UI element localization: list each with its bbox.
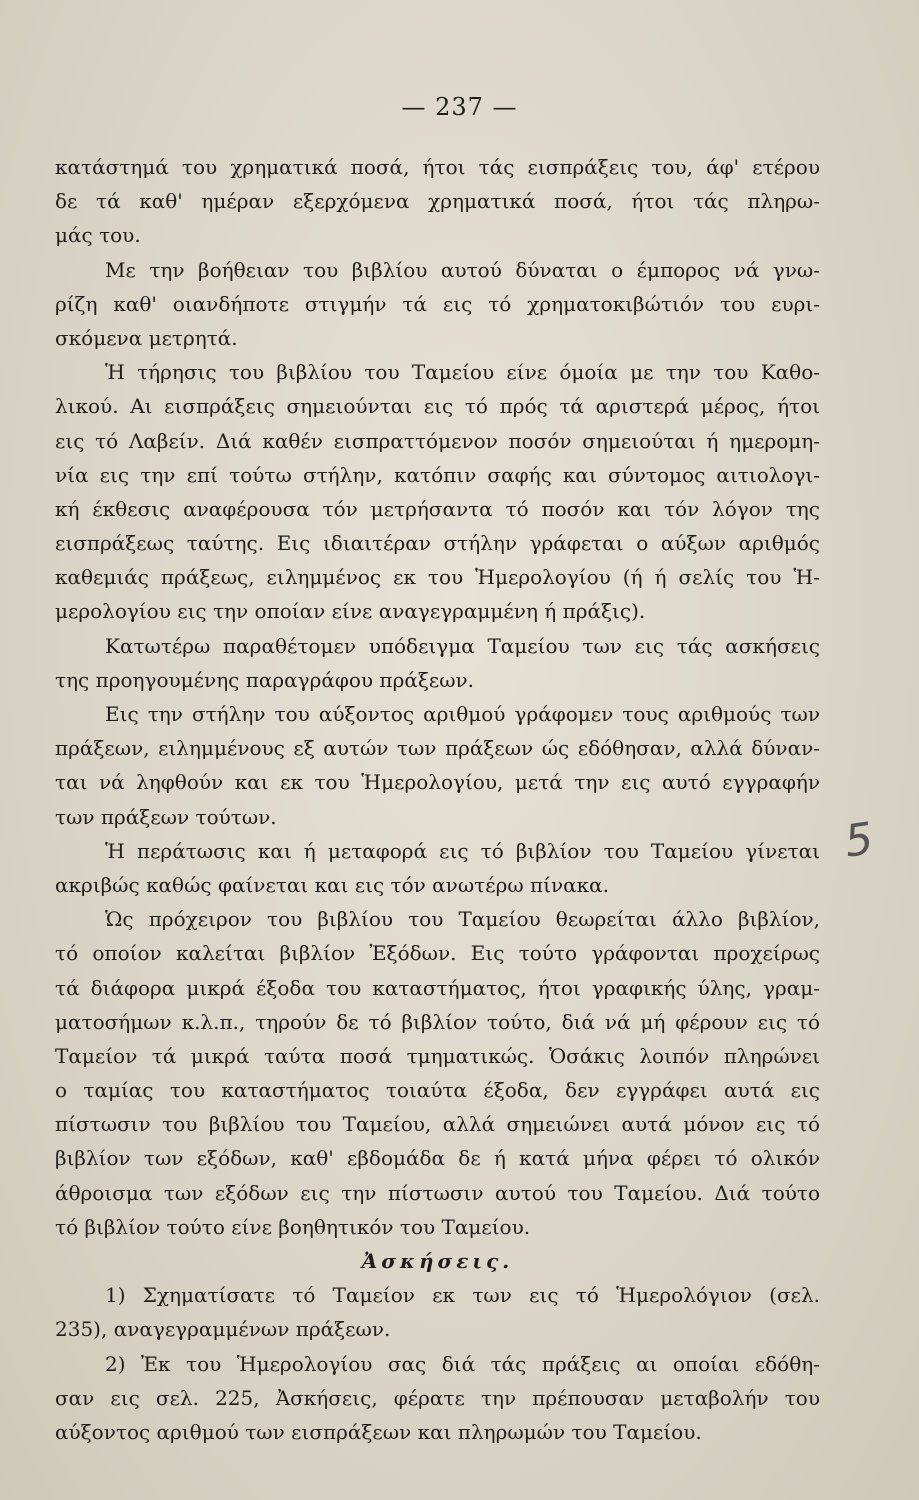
- text-line: Ἡ τήρησις του βιβλίου του Ταμείου είνε όμοία με την του Καθο-: [105, 360, 820, 385]
- text-line: σκόμενα μετρητά.: [55, 325, 238, 350]
- text-line: ματοσήμων κ.λ.π., τηρούν δε τό βιβλίον τούτο, διά νά μή φέρουν εις τό: [55, 1009, 820, 1034]
- text-line: τό βιβλίον τούτο είνε βοηθητικόν του Ταμείου.: [55, 1214, 531, 1239]
- text-line: ται νά ληφθούν και εκ του Ἡμερολογίου, μετά την εις αυτό εγγραφήν: [55, 770, 820, 795]
- text-line: 235), αναγεγραμμένων πράξεων.: [55, 1317, 391, 1342]
- text-line: άθροισμα των εξόδων εις την πίστωσιν αυτού του Ταμείου. Διά τούτο: [55, 1180, 820, 1205]
- text-line: τό οποίον καλείται βιβλίον Ἐξόδων. Εις τούτο γράφονται προχείρως: [55, 941, 820, 966]
- text-line: Κατωτέρω παραθέτομεν υπόδειγμα Ταμείου των εις τάς ασκήσεις: [105, 633, 820, 658]
- text-line: βιβλίον των εξόδων, καθ' εβδομάδα δε ή κατά μήνα φέρει τό ολικόν: [55, 1146, 820, 1171]
- text-line: εισπράξεως ταύτης. Εις ιδιαιτέραν στήλην γράφεται ο αύξων αριθμός: [55, 531, 820, 556]
- text-line: τά διάφορα μικρά έξοδα του καταστήματος, ήτοι γραφικής ύλης, γραμ-: [55, 975, 820, 1000]
- text-line: αύξοντος αριθμού των εισπράξεων και πληρωμών του Ταμείου.: [55, 1419, 702, 1444]
- text-line: ο ταμίας του καταστήματος τοιαύτα έξοδα, δεν εγγράφει αυτά εις: [55, 1078, 820, 1103]
- text-line: Εις την στήλην του αύξοντος αριθμού γράφομεν τους αριθμούς των: [105, 702, 820, 726]
- section-heading: Ἀσκήσεις.: [361, 1249, 514, 1273]
- text-line: νία εις την επί τούτω στήλην, κατόπιν σαφής και σύντομος αιτιολογι-: [55, 462, 820, 487]
- text-line: Ταμείον τά μικρά ταύτα ποσά τμηματικώς. Ὁσάκις λοιπόν πληρώνει: [55, 1043, 820, 1068]
- text-line: ρίζη καθ' οιανδήποτε στιγμήν τά εις τό χρηματοκιβώτιόν του ευρι-: [55, 291, 820, 316]
- body-text: [55, 150, 820, 1449]
- text-line: δε τά καθ' ημέραν εξερχόμενα χρηματικά ποσά, ήτοι τάς πληρω-: [55, 189, 820, 214]
- text-line: πράξεων, ειλημμένους εξ αυτών των πράξεων ώς εδόθησαν, αλλά δύναν-: [55, 736, 820, 761]
- text-line: της προηγουμένης παραγράφου πράξεων.: [55, 667, 475, 692]
- text-line: καθεμιάς πράξεως, ειλημμένος εκ του Ἡμερολογίου (ή ή σελίς του Ἡ-: [55, 565, 820, 590]
- text-line: πίστωσιν του βιβλίου του Ταμείου, αλλά σημειώνει αυτά μόνον εις τό: [55, 1112, 820, 1137]
- text-line: σαν εις σελ. 225, Ἀσκήσεις, φέρατε την πρέπουσαν μεταβολήν του: [55, 1385, 820, 1410]
- text-line: 2) Ἐκ του Ἡμερολογίου σας διά τάς πράξεις αι οποίαι εδόθη-: [105, 1351, 820, 1376]
- text-line: ακριβώς καθώς φαίνεται και εις τόν ανωτέρω πίνακα.: [55, 872, 610, 897]
- text-line: λικού. Αι εισπράξεις σημειούνται εις τό πρός τά αριστερά μέρος, ήτοι: [55, 394, 820, 419]
- handwritten-margin-mark: 5: [841, 813, 877, 868]
- text-line: κατάστημά του χρηματικά ποσά, ήτοι τάς εισπράξεις του, άφ' ετέρου: [55, 155, 820, 179]
- text-line: Ἡ περάτωσις και ή μεταφορά εις τό βιβλίον του Ταμείου γίνεται: [105, 838, 820, 863]
- text-line: μάς του.: [55, 223, 141, 248]
- page-number: — 237 —: [401, 93, 518, 121]
- text-line: Με την βοήθειαν του βιβλίου αυτού δύναται ο έμπορος νά γνω-: [105, 257, 820, 282]
- text-line: μερολογίου εις την οποίαν είνε αναγεγραμμένη ή πράξις).: [55, 599, 646, 624]
- text-line: των πράξεων τούτων.: [55, 804, 277, 829]
- text-line: Ὡς πρόχειρον του βιβλίου του Ταμείου θεωρείται άλλο βιβλίον,: [105, 907, 820, 932]
- text-line: 1) Σχηματίσατε τό Ταμείον εκ των εις τό Ἡμερολόγιον (σελ.: [105, 1283, 820, 1308]
- text-line: εις τό Λαβείν. Διά καθέν εισπραττόμενον ποσόν σημειούται ή ημερομη-: [55, 428, 820, 453]
- text-line: κή έκθεσις αναφέρουσα τόν μετρήσαντα τό ποσόν και τόν λόγον της: [55, 496, 820, 521]
